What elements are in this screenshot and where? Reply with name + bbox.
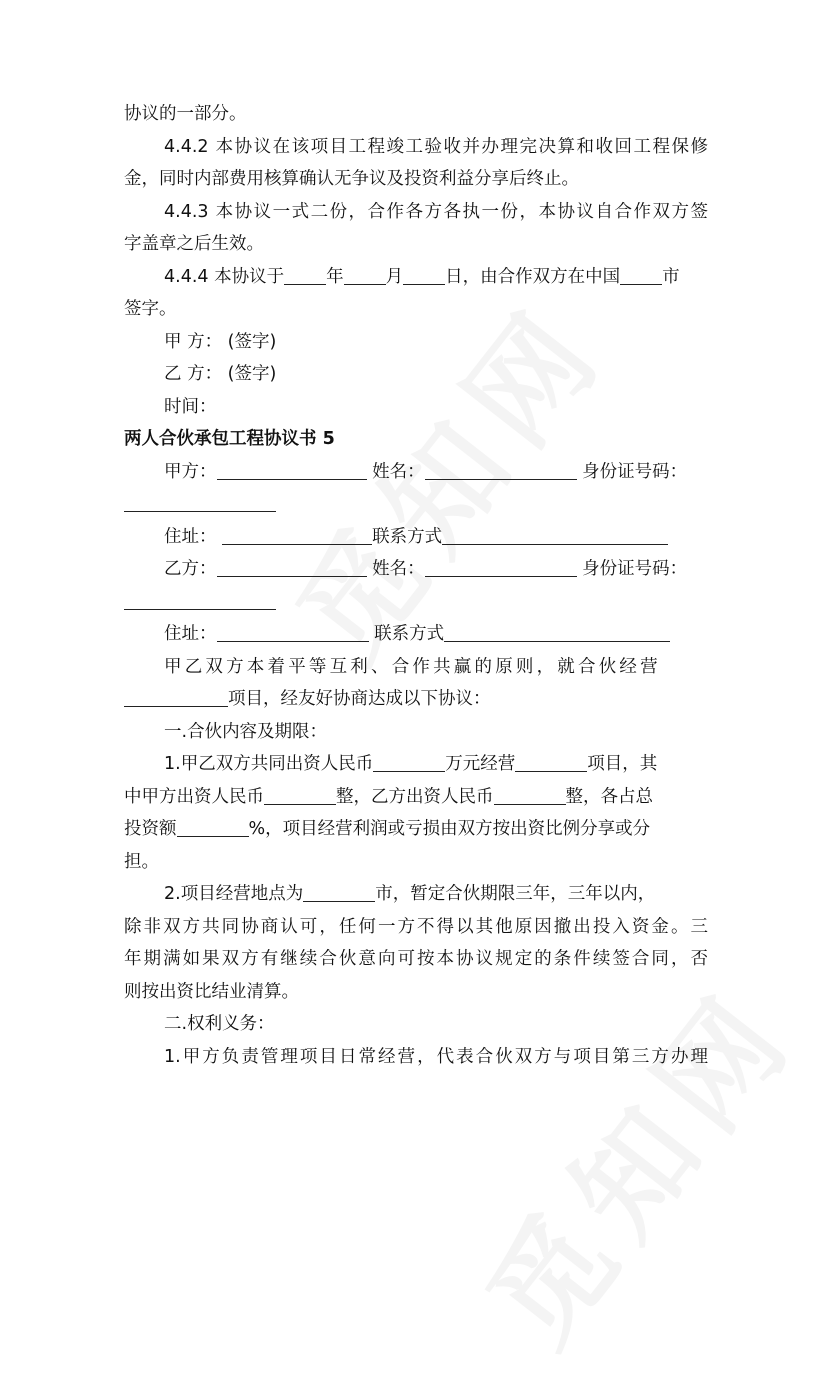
clause-heading: 一.合伙内容及期限： [164, 721, 328, 742]
contact-label: 联系方式 [372, 526, 443, 547]
text-segment: 月 [385, 266, 404, 287]
blank-contact [442, 526, 668, 545]
text-segment: 万元经营 [445, 754, 516, 774]
party-a-signature: 甲 方： (签字) [164, 331, 277, 352]
paragraph-line: 担。 [124, 851, 159, 872]
time-label: 时间： [164, 396, 217, 417]
text-segment: 日，由合作双方在中国 [445, 266, 621, 287]
blank-project [124, 688, 228, 707]
paragraph-line: 字盖章之后生效。 [124, 234, 264, 254]
paragraph-line [124, 683, 708, 716]
text-segment: 中甲方出资人民币 [124, 786, 264, 807]
blank-year [284, 266, 326, 285]
blank-amount [494, 786, 566, 805]
text-segment: 市，暂定合伙期限三年，三年以内， [375, 884, 656, 904]
blank-city [620, 266, 662, 285]
blank-amount [373, 753, 445, 772]
party-a-label: 甲方： [164, 461, 217, 482]
name-label: 姓名： [372, 559, 425, 579]
text-segment: 2.项目经营地点为 [164, 884, 304, 904]
blank-percentage [177, 818, 249, 837]
id-blank-line [124, 488, 708, 521]
paragraph-line: 4.4.2 本协议在该项目工程竣工验收并办理完决算和收回工程保修 [164, 136, 708, 157]
blank-month [344, 266, 386, 285]
section-heading: 两人合伙承包工程协议书 5 [124, 429, 335, 449]
party-b-signature: 乙 方： (签字) [164, 364, 277, 384]
party-b-info-line [124, 553, 708, 586]
blank-amount [264, 786, 336, 805]
text-segment: 年 [326, 266, 344, 287]
address-label: 住址： [164, 624, 217, 644]
blank-address [222, 526, 372, 545]
paragraph-line: 金，同时内部费用核算确认无争议及投资利益分享后终止。 [124, 169, 579, 189]
blank-address [217, 623, 369, 642]
blank-city [303, 883, 375, 902]
id-number-label: 身份证号码： [582, 461, 688, 482]
paragraph-line: 除非双方共同协商认可，任何一方不得以其他原因撤出投入资金。三 [124, 916, 708, 937]
blank-project [515, 753, 587, 772]
paragraph-line: 4.4.3 本协议一式二份，合作各方各执一份，本协议自合作双方签 [164, 201, 708, 222]
address-label: 住址： [164, 526, 217, 547]
text-segment: 4.4.4 本协议于 [164, 266, 285, 287]
text-segment: 投资额 [124, 819, 177, 839]
blank-id-number [124, 591, 276, 610]
paragraph-line: 1.甲方负责管理项目日常经营，代表合伙双方与项目第三方办理 [164, 1046, 708, 1067]
text-segment: 整，乙方出资人民币 [336, 786, 494, 807]
signing-date-line [124, 261, 708, 294]
id-blank-line [124, 586, 708, 619]
text-segment: 1.甲乙双方共同出资人民币 [164, 754, 374, 774]
blank-party-b [217, 558, 367, 577]
paragraph-line [124, 748, 708, 781]
blank-name [425, 461, 577, 480]
address-line [124, 618, 708, 651]
paragraph-line: 甲乙双方本着平等互利、合作共赢的原则，就合伙经营 [164, 656, 661, 677]
blank-party-a [217, 461, 367, 480]
name-label: 姓名： [372, 461, 425, 482]
paragraph-line: 签字。 [124, 299, 177, 319]
blank-name [425, 558, 577, 577]
text-segment: 整，各占总 [565, 786, 653, 807]
address-line [124, 521, 708, 554]
paragraph-line [124, 878, 708, 911]
contact-label: 联系方式 [374, 624, 445, 644]
text-segment: 项目，其 [587, 754, 658, 774]
text-segment: 项目，经友好协商达成以下协议： [228, 689, 491, 709]
text-segment: 市 [662, 266, 680, 287]
text-segment: %，项目经营利润或亏损由双方按出资比例分享或分 [248, 819, 651, 839]
party-a-info-line [124, 456, 708, 489]
paragraph-line: 则按出资比结业清算。 [124, 981, 299, 1002]
party-b-label: 乙方： [164, 559, 217, 579]
document-body [124, 98, 708, 1073]
paragraph-line [124, 781, 708, 814]
blank-day [403, 266, 445, 285]
blank-id-number [124, 493, 276, 512]
paragraph-line [124, 813, 708, 846]
paragraph-line: 协议的一部分。 [124, 104, 247, 124]
blank-contact [444, 623, 670, 642]
id-number-label: 身份证号码： [582, 559, 688, 579]
clause-heading: 二.权利义务： [164, 1014, 275, 1034]
paragraph-line: 年期满如果双方有继续合伙意向可按本协议规定的条件续签合同，否 [124, 949, 708, 969]
